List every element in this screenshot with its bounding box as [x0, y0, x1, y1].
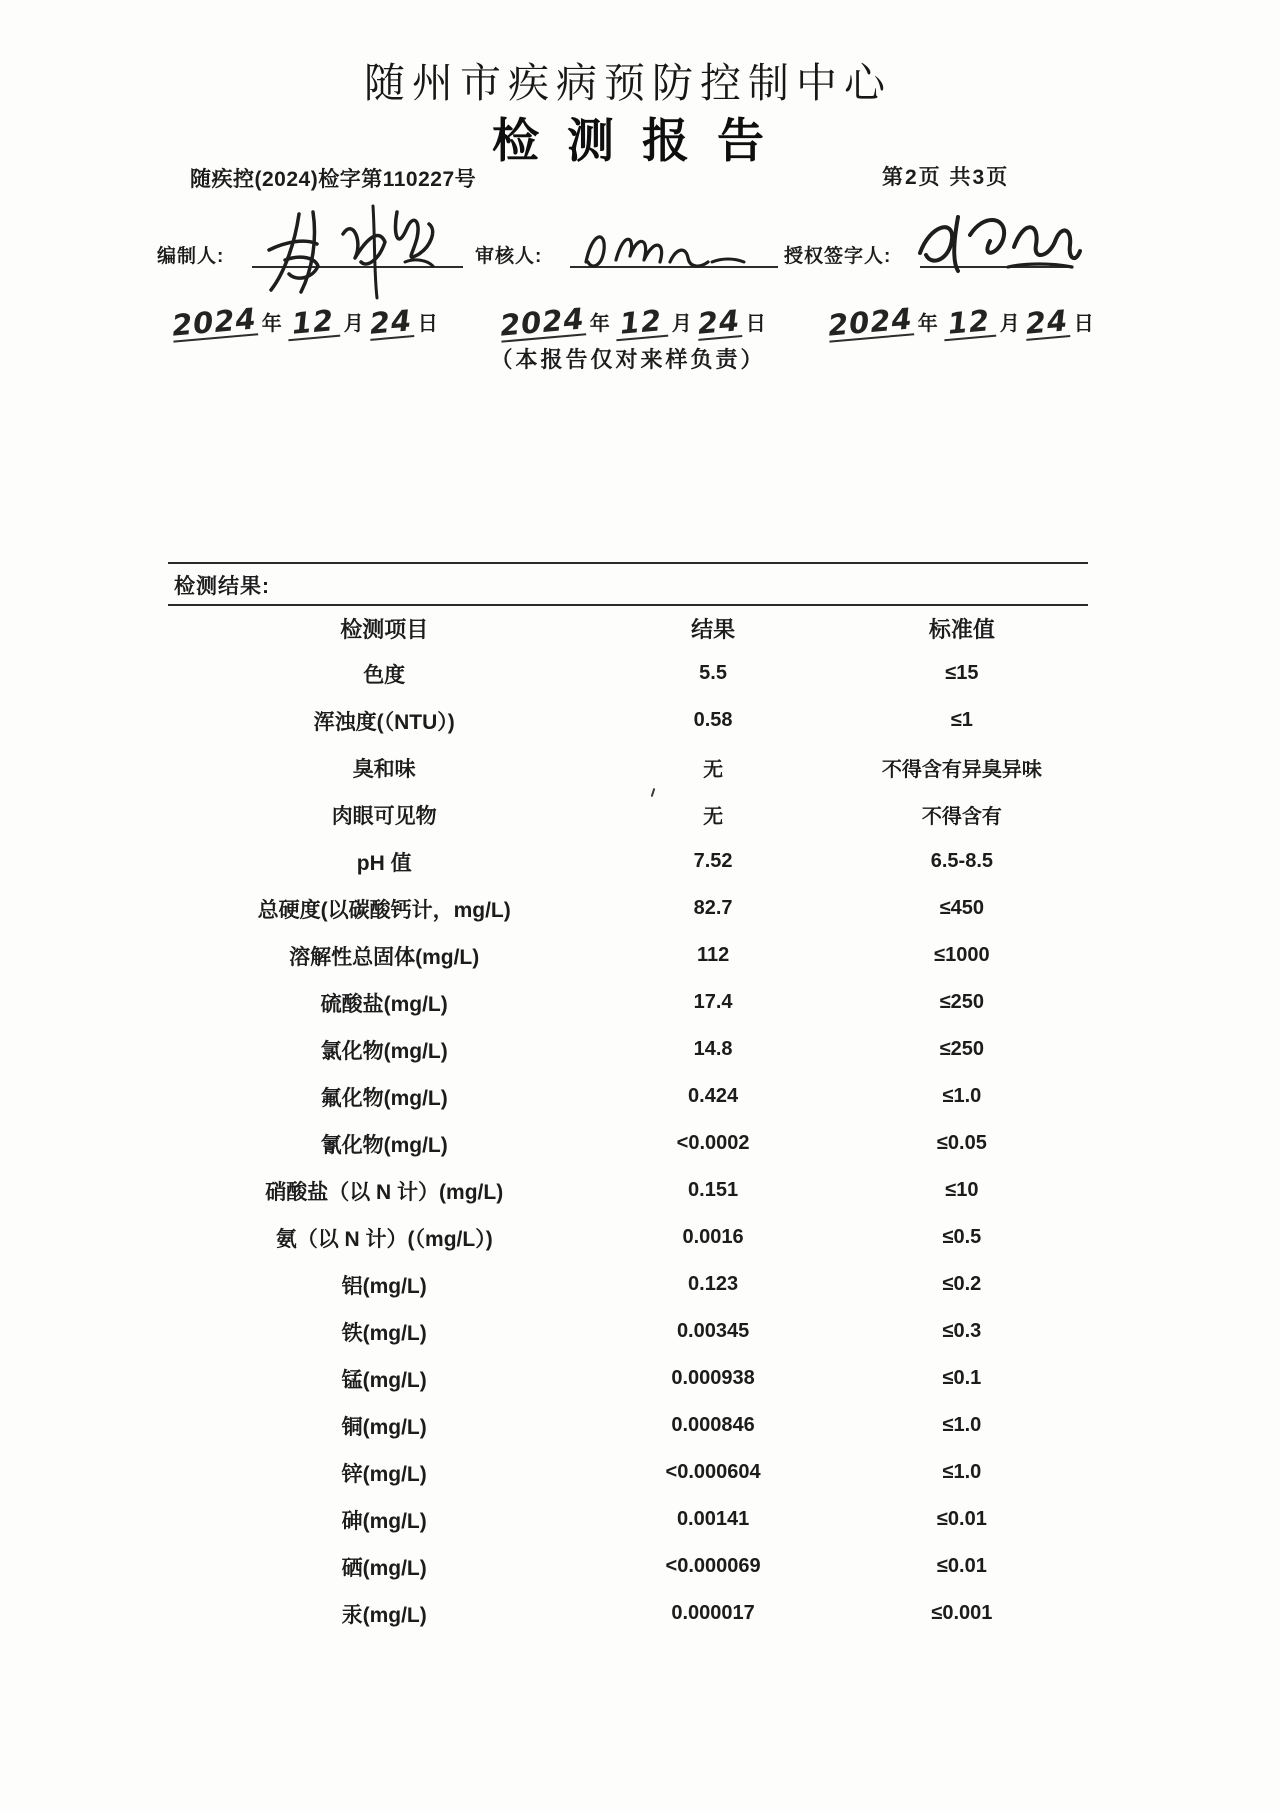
doc-number: 随疾控(2024)检字第110227号: [190, 168, 477, 191]
cell-result: 0.000938: [671, 1367, 755, 1389]
authorizer-date-year: 2024: [826, 301, 914, 343]
preparer-date-day: 24: [368, 303, 414, 341]
cell-standard: ≤0.5: [942, 1226, 982, 1248]
cell-standard: 6.5-8.5: [930, 850, 993, 872]
cell-item: 砷(mg/L): [341, 1509, 427, 1533]
cell-item: 铜(mg/L): [341, 1415, 427, 1439]
cell-standard: ≤1: [950, 709, 973, 731]
cell-result: 0.00141: [676, 1508, 750, 1530]
table-row: [168, 744, 1088, 791]
cell-result: <0.000069: [665, 1555, 761, 1577]
day-unit: 日: [745, 313, 766, 335]
cell-item: 锌(mg/L): [341, 1462, 427, 1486]
table-header-row: [168, 606, 1088, 650]
authorizer-signature: [912, 205, 1082, 281]
column-header-standard: 标准值: [928, 616, 995, 642]
cell-item: pH 值: [356, 851, 412, 875]
report-title: 检测报告: [492, 114, 792, 167]
year-unit: 年: [917, 313, 938, 335]
cell-item: 硝酸盐（以 N 计）(mg/L): [265, 1180, 504, 1204]
cell-item: 铝(mg/L): [341, 1274, 427, 1298]
table-row: [168, 1214, 1088, 1261]
table-row: [168, 1449, 1088, 1496]
cell-result: 17.4: [693, 991, 733, 1013]
month-unit: 月: [343, 313, 364, 335]
page-indicator: 第2页 共3页: [882, 166, 1010, 189]
preparer-date-month: 12: [285, 305, 340, 341]
table-row: [168, 885, 1088, 932]
table-row: [168, 1167, 1088, 1214]
cell-item: 浑浊度(（NTU）): [313, 710, 455, 734]
reviewer-label: 审核人:: [475, 246, 543, 267]
month-unit: 月: [999, 313, 1020, 335]
preparer-label: 编制人:: [157, 246, 225, 267]
cell-result: 0.00345: [676, 1320, 750, 1342]
table-row: [168, 979, 1088, 1026]
cell-standard: ≤250: [939, 1038, 985, 1060]
cell-standard: ≤0.3: [942, 1320, 982, 1342]
table-row: [168, 1026, 1088, 1073]
cell-result: 无: [703, 759, 724, 781]
reviewer-date: [498, 295, 767, 343]
cell-standard: ≤15: [945, 662, 979, 684]
preparer-date: [170, 295, 439, 343]
authorizer-label: 授权签字人:: [784, 246, 892, 267]
preparer-signature: [255, 200, 455, 302]
org-title: 随州市疾病预防控制中心: [364, 60, 892, 106]
cell-standard: ≤1.0: [942, 1085, 982, 1107]
cell-item: 总硬度(以碳酸钙计，mg/L): [257, 898, 511, 922]
cell-item: 氯化物(mg/L): [320, 1039, 448, 1063]
sample-disclaimer-note: （本报告仅对来样负责）: [490, 347, 766, 372]
cell-item: 氟化物(mg/L): [320, 1086, 448, 1110]
cell-item: 溶解性总固体(mg/L): [289, 945, 480, 969]
cell-result: 5.5: [699, 662, 727, 684]
table-row: [168, 838, 1088, 885]
cell-result: 112: [696, 944, 730, 966]
month-unit: 月: [671, 313, 692, 335]
cell-result: 0.424: [688, 1085, 739, 1107]
cell-standard: 不得含有: [921, 806, 1002, 828]
cell-standard: ≤450: [939, 897, 985, 919]
cell-result: 0.0016: [682, 1226, 744, 1248]
table-row: [168, 1120, 1088, 1167]
cell-item: 铁(mg/L): [341, 1321, 427, 1345]
cell-standard: ≤0.05: [936, 1132, 987, 1154]
table-body: [168, 650, 1088, 1637]
table-row: [168, 1261, 1088, 1308]
cell-result: 82.7: [693, 897, 733, 919]
reviewer-signature: [576, 218, 771, 276]
table-row: [168, 697, 1088, 744]
cell-item: 氨（以 N 计）(（mg/L）): [275, 1227, 493, 1251]
preparer-date-year: 2024: [170, 301, 258, 343]
table-row: [168, 650, 1088, 697]
cell-standard: ≤0.01: [936, 1555, 987, 1577]
cell-standard: ≤1.0: [942, 1414, 982, 1436]
cell-standard: ≤0.001: [931, 1602, 993, 1624]
table-row: [168, 1496, 1088, 1543]
year-unit: 年: [261, 313, 282, 335]
cell-item: 硫酸盐(mg/L): [320, 992, 448, 1016]
cell-result: 无: [703, 806, 724, 828]
column-header-item: 检测项目: [340, 616, 429, 642]
cell-standard: ≤0.2: [942, 1273, 982, 1295]
results-section-label: 检测结果:: [174, 575, 270, 598]
cell-result: <0.0002: [676, 1132, 750, 1154]
cell-item: 色度: [363, 663, 406, 687]
table-row: [168, 791, 1088, 838]
table-row: [168, 1402, 1088, 1449]
cell-item: 臭和味: [352, 757, 416, 781]
table-row: [168, 932, 1088, 979]
cell-item: 汞(mg/L): [341, 1603, 427, 1627]
reviewer-date-month: 12: [613, 305, 668, 341]
cell-standard: ≤1.0: [942, 1461, 982, 1483]
reviewer-date-year: 2024: [498, 301, 586, 343]
cell-standard: ≤10: [945, 1179, 979, 1201]
results-table: [168, 562, 1088, 1637]
day-unit: 日: [417, 313, 438, 335]
cell-result: 0.000846: [671, 1414, 755, 1436]
reviewer-date-day: 24: [696, 303, 742, 341]
cell-result: 0.151: [688, 1179, 739, 1201]
table-row: [168, 1590, 1088, 1637]
cell-result: 14.8: [693, 1038, 733, 1060]
table-row: [168, 1543, 1088, 1590]
cell-standard: ≤1000: [934, 944, 990, 966]
cell-standard: ≤0.1: [942, 1367, 982, 1389]
year-unit: 年: [589, 313, 610, 335]
cell-standard: ≤250: [939, 991, 985, 1013]
table-row: [168, 1308, 1088, 1355]
cell-result: 7.52: [693, 850, 733, 872]
authorizer-date-day: 24: [1024, 303, 1070, 341]
authorizer-date: [826, 295, 1095, 343]
table-row: [168, 1355, 1088, 1402]
cell-item: 肉眼可见物: [331, 804, 437, 828]
cell-result: 0.123: [688, 1273, 739, 1295]
table-row: [168, 1073, 1088, 1120]
column-header-result: 结果: [691, 616, 736, 642]
day-unit: 日: [1073, 313, 1094, 335]
cell-item: 硒(mg/L): [341, 1556, 427, 1580]
cell-standard: ≤0.01: [936, 1508, 987, 1530]
cell-result: 0.58: [693, 709, 733, 731]
authorizer-date-month: 12: [941, 305, 996, 341]
cell-item: 氰化物(mg/L): [320, 1133, 448, 1157]
cell-result: <0.000604: [665, 1461, 761, 1483]
cell-item: 锰(mg/L): [341, 1368, 427, 1392]
cell-standard: 不得含有异臭异味: [881, 759, 1042, 781]
cell-result: 0.000017: [671, 1602, 755, 1624]
